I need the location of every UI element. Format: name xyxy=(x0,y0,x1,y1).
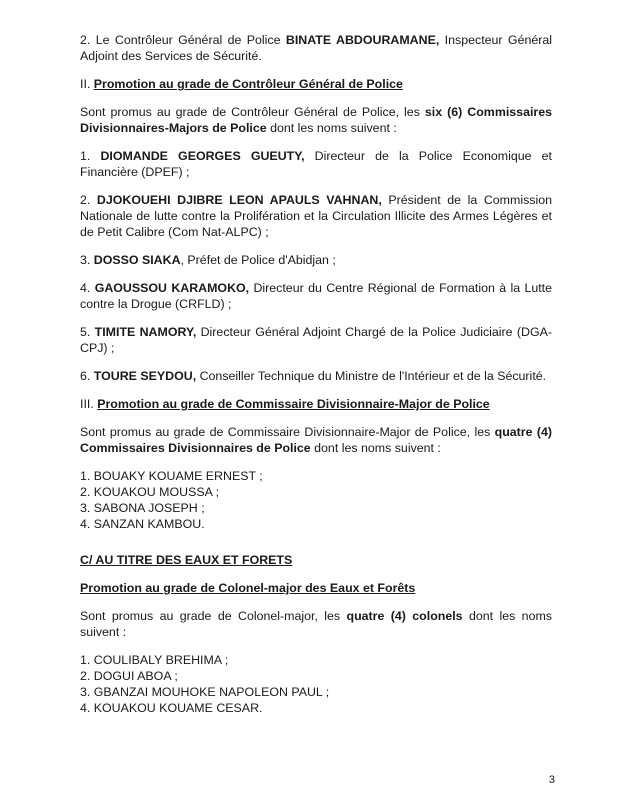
section-3-list xyxy=(80,468,552,532)
document-page xyxy=(80,32,552,716)
section-3-heading xyxy=(80,396,552,412)
list-item: 1. COULIBALY BREHIMA ; xyxy=(80,653,229,667)
intro-text: Sont promus au grade de Commissaire Divisionnaire-Major de Police, les xyxy=(80,425,495,439)
list-item xyxy=(80,252,552,268)
list-item xyxy=(80,280,552,312)
item-number: 6. xyxy=(80,369,94,383)
person-title: Conseiller Technique du Ministre de l'Intérieur et de la Sécurité. xyxy=(196,369,547,383)
person-name: DJOKOUEHI DJIBRE LEON APAULS VAHNAN, xyxy=(96,193,382,207)
section-c-heading xyxy=(80,552,552,568)
section-2-heading xyxy=(80,76,552,92)
section-number: III. xyxy=(80,397,98,411)
section-3-intro xyxy=(80,424,552,456)
page-number: 3 xyxy=(548,774,555,786)
intro-suffix: dont les noms suivent : xyxy=(310,441,441,455)
list-item xyxy=(80,192,552,240)
person-title: Directeur du Centre Régional de Formation à la Lutte contre la Drogue (CRFLD) ; xyxy=(80,281,553,311)
intro-bold: six (6) Commissaires Divisionnaires-Majors de Police xyxy=(80,105,553,135)
item-number: 2. xyxy=(80,193,97,207)
person-title: Inspecteur Général Adjoint des Services de Sécurité. xyxy=(80,33,553,63)
section-number: II. xyxy=(80,77,94,91)
person-name: TIMITE NAMORY, xyxy=(94,325,197,339)
list-item: 1. BOUAKY KOUAME ERNEST ; xyxy=(80,469,263,483)
list-item xyxy=(80,368,552,384)
person-title: Directeur Général Adjoint Chargé de la Police Judiciaire (DGA-CPJ) ; xyxy=(80,325,552,355)
person-name: DIOMANDE GEORGES GUEUTY, xyxy=(100,149,305,163)
section-c-list xyxy=(80,652,552,716)
person-title: Directeur de la Police Economique et Financière (DPEF) ; xyxy=(80,149,552,179)
list-item: 3. SABONA JOSEPH ; xyxy=(80,501,205,515)
intro-bold: quatre (4) Commissaires Divisionnaires de Police xyxy=(80,425,552,455)
person-name: BINATE ABDOURAMANE, xyxy=(285,33,440,47)
section-c-intro xyxy=(80,608,552,640)
intro-text: Sont promus au grade de Colonel-major, les xyxy=(80,609,347,623)
section-2-intro xyxy=(80,104,552,136)
person-title: , Préfet de Police d'Abidjan ; xyxy=(180,253,336,267)
item-number: 4. xyxy=(80,281,95,295)
intro-bold: quatre (4) colonels xyxy=(346,609,463,623)
section-title: Promotion au grade de Contrôleur Général de Police xyxy=(93,77,403,91)
item-number: 5. xyxy=(80,325,95,339)
item-number: 3. xyxy=(80,253,94,267)
intro-suffix: dont les noms suivent : xyxy=(266,121,397,135)
section-c-subheading xyxy=(80,580,552,596)
item-number-text: 2. Le Contrôleur Général de Police xyxy=(80,33,286,47)
list-item xyxy=(80,148,552,180)
list-item: 4. SANZAN KAMBOU. xyxy=(80,517,205,531)
intro-suffix: dont les noms suivent : xyxy=(80,609,552,639)
intro-text: Sont promus au grade de Contrôleur Général de Police, les xyxy=(80,105,425,119)
person-title: Président de la Commission Nationale de lutte contre la Prolifération et la Circulation Illicite des Armes Légères et de Petit Calibre (Com Nat-ALPC) ; xyxy=(80,193,552,239)
list-item: 3. GBANZAI MOUHOKE NAPOLEON PAUL ; xyxy=(80,685,330,699)
person-name: TOURE SEYDOU, xyxy=(93,369,197,383)
list-item: 4. KOUAKOU KOUAME CESAR. xyxy=(80,701,263,715)
item-number: 1. xyxy=(80,149,101,163)
section-title: Promotion au grade de Commissaire Divisionnaire-Major de Police xyxy=(97,397,490,411)
list-item: 2. KOUAKOU MOUSSA ; xyxy=(80,485,220,499)
list-item: 2. DOGUI ABOA ; xyxy=(80,669,178,683)
person-name: GAOUSSOU KARAMOKO, xyxy=(94,281,250,295)
list-item xyxy=(80,324,552,356)
person-name: DOSSO SIAKA xyxy=(93,253,181,267)
section-subtitle: Promotion au grade de Colonel-major des Eaux et Forêts xyxy=(80,581,416,595)
intro-item-2 xyxy=(80,32,552,64)
section-title: C/ AU TITRE DES EAUX ET FORETS xyxy=(80,553,293,567)
